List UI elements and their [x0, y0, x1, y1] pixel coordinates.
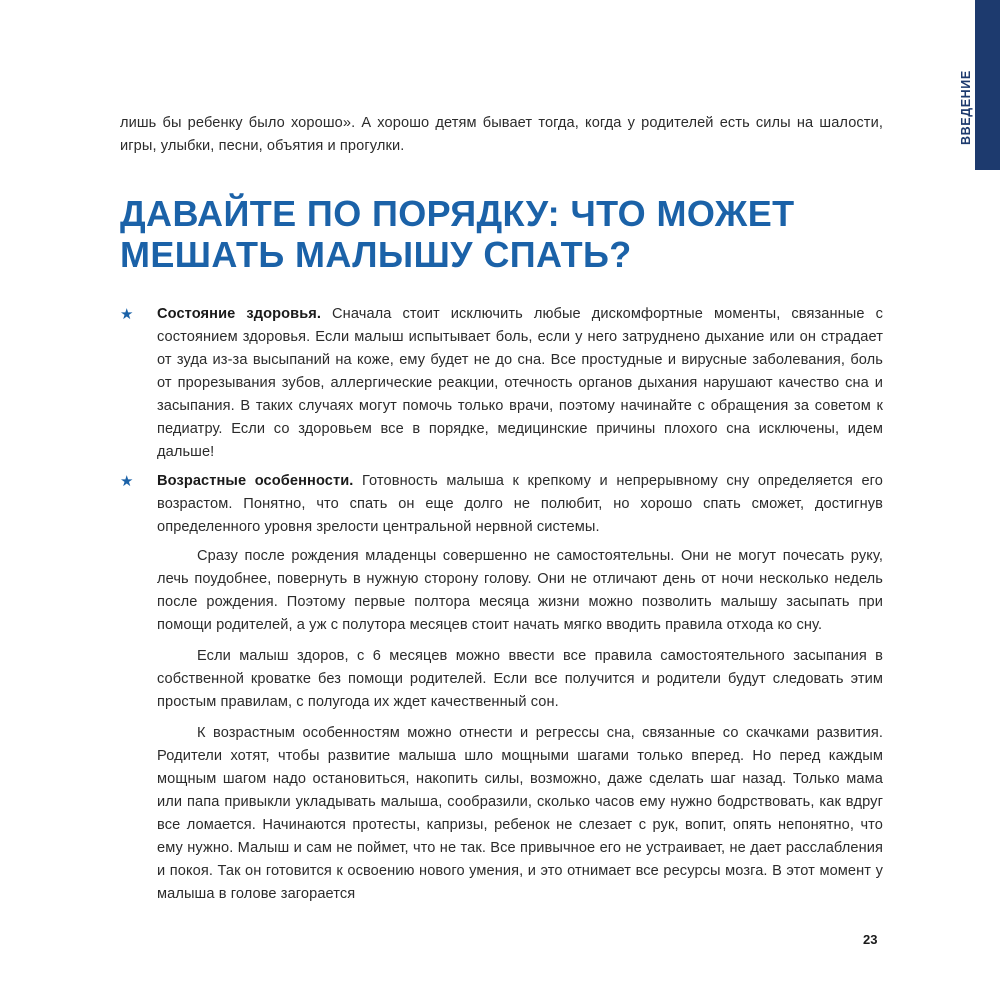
- page-number: 23: [863, 932, 878, 947]
- bullet-text: [157, 470, 883, 539]
- star-icon: ★: [120, 473, 134, 490]
- bullet-list: [120, 303, 883, 539]
- intro-paragraph: лишь бы ребенку было хорошо». А хорошо детям бывает тогда, когда у родителей есть силы на шалости, игры, улыбки, песни, объятия и прогулки.: [120, 115, 883, 154]
- paragraph: Сразу после рождения младенцы совершенно не самостоятельны. Они не могут почесать руку, лечь поудобнее, повернуть в нужную сторону голову. Они не отличают день от ночи несколько недель после рождения. Поэтому первые полтора месяца жизни можно позволить малышу засыпать при помощи родителей, а уж с полутора месяцев стоит начать мягко вводить правила отхода ко сну.: [157, 548, 883, 633]
- section-label: ВВЕДЕНИЕ: [959, 70, 973, 145]
- age-details: [120, 545, 883, 906]
- star-icon: ★: [120, 306, 134, 323]
- paragraph: К возрастным особенностям можно отнести и регрессы сна, связанные со скачками развития. Родители хотят, чтобы развитие малыша шло мощными шагами только вперед. Но перед каждым мощным шагом надо остановиться, накопить силы, возможно, даже сделать шаг назад. Только мама или папа привыкли укладывать малыша, сообразили, сколько часов ему нужно бодрствовать, как вдруг все ломается. Начинаются протесты, капризы, ребенок не слезает с рук, вопит, опять непонятно, что ему нужно. Малыш и сам не поймет, что не так. Все привычное его не устраивает, не дает расслабления и покоя. Так он готовится к освоению нового умения, и это отнимает все ресурсы мозга. В этот момент у малыша в голове загорается: [157, 725, 883, 902]
- paragraph: Если малыш здоров, с 6 месяцев можно ввести все правила самостоятельного засыпания в собственной кроватке без помощи родителей. Если все получится и родители будут следовать этим простым правилам, с полугода их ждет качественный сон.: [157, 648, 883, 710]
- section-heading: ДАВАЙТЕ ПО ПОРЯДКУ: ЧТО МОЖЕТ МЕШАТЬ МАЛЫШУ СПАТЬ?: [120, 193, 795, 275]
- bullet-item-health: [120, 303, 883, 464]
- bullet-term: Состояние здоровья.: [157, 306, 322, 322]
- page-content: [120, 112, 883, 914]
- bullet-item-age: [120, 470, 883, 539]
- bullet-term: Возрастные особенности.: [157, 473, 354, 489]
- section-tab: [975, 0, 1000, 170]
- bullet-text: [157, 303, 883, 464]
- bullet-body: Сначала стоит исключить любые дискомфортные моменты, связанные с состоянием здоровья. Если малыш испытывает боль, если у него затруднено дыхание или он страдает от зуда из-за высыпаний на коже, ему будет не до сна. Все простудные и вирусные заболевания, боль от прорезывания зубов, аллергические реакции, отечность органов дыхания нарушают качество сна и засыпания. В таких случаях могут помочь только врачи, поэтому начинайте с обращения за советом к педиатру. Если со здоровьем все в порядке, медицинские причины плохого сна исключены, идем дальше!: [157, 306, 883, 460]
- bullet-body: Готовность малыша к крепкому и непрерывному сну определяется его возрастом. Понятно, что спать он еще долго не полюбит, но хорошо спать сможет, достигнув определенного уровня зрелости центральной нервной системы.: [157, 473, 883, 535]
